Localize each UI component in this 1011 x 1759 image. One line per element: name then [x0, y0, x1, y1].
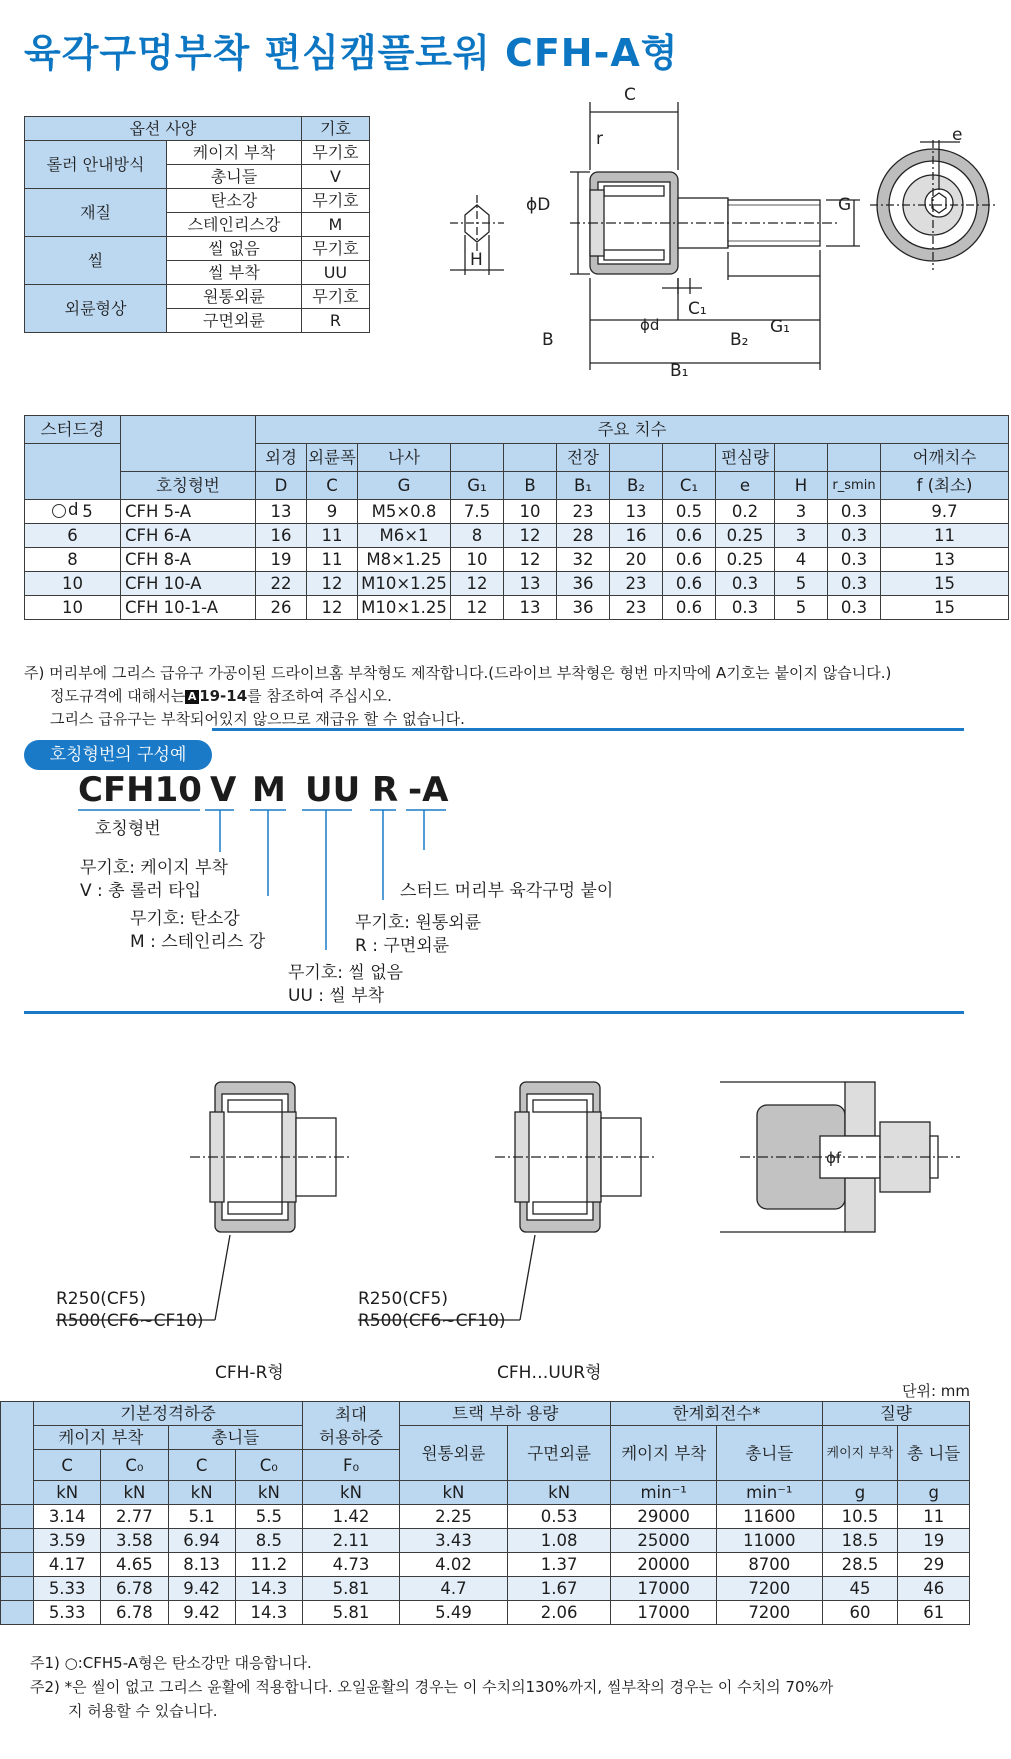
table-cell: 14.3 [235, 1601, 302, 1625]
table-cell: 0.6 [663, 524, 716, 548]
option-value: 스테인리스강 [167, 213, 302, 237]
col-H: H [775, 472, 828, 500]
table-cell: 9 [307, 500, 358, 524]
unit-cell: kN [101, 1481, 168, 1505]
table-cell: 13 [504, 572, 557, 596]
dim-label-C: C [624, 85, 636, 105]
table-cell: 0.6 [663, 548, 716, 572]
radius-mid-1: R250(CF5) [358, 1289, 448, 1309]
col-B: B [504, 472, 557, 500]
option-group-name: 롤러 안내방식 [25, 141, 167, 189]
col-G1: G₁ [451, 472, 504, 500]
max-load-header: 최대 허용하중 [302, 1402, 399, 1450]
table-cell: 8700 [717, 1553, 823, 1577]
sym-C0: C₀ [101, 1450, 168, 1481]
divider [212, 728, 964, 731]
unit-cell: kN [34, 1481, 101, 1505]
col-D: D [256, 472, 307, 500]
table-cell: 5.81 [302, 1601, 399, 1625]
dimension-table [24, 415, 1009, 620]
table-cell: 10 [451, 548, 504, 572]
phi-f-label: ϕf [826, 1149, 842, 1167]
roller-line-2: V : 총 롤러 타입 [80, 881, 202, 901]
hex-label: 스터드 머리부 육각구멍 붙이 [400, 881, 614, 901]
table-cell: 29 [898, 1553, 970, 1577]
table-cell: 12 [307, 596, 358, 620]
mass-full-header: 총 니들 [898, 1426, 970, 1481]
table-cell: 2.06 [507, 1601, 611, 1625]
page-title: 육각구멍부착 편심캠플로워 CFH-A형 [24, 31, 679, 75]
option-symbol: V [301, 165, 369, 189]
outer-line-1: 무기호: 원통외륜 [355, 913, 482, 933]
table-cell: 4 [775, 548, 828, 572]
table-cell: 32 [557, 548, 610, 572]
dim-label-r: r [596, 129, 603, 149]
table-cell: 9.42 [168, 1577, 235, 1601]
unit-label: 단위: mm [902, 1382, 971, 1400]
d-col-label: d [68, 500, 79, 519]
limit-speed-header: 한계회전수* [611, 1402, 822, 1426]
left-edge-cell [1, 1553, 34, 1577]
options-header-symbol: 기호 [301, 117, 369, 141]
table-cell: 7200 [717, 1601, 823, 1625]
table-cell: 3.43 [400, 1529, 508, 1553]
subheader-empty [775, 444, 828, 472]
note-bottom-2: 주2) *은 씰이 없고 그리스 윤활에 적용합니다. 오일윤활의 경우는 이 수치의130%까지, 씰부착의 경우는 이 수치의 70%까 [30, 1678, 834, 1696]
ref-page: 19-14 [199, 687, 248, 705]
dim-label-C1: C₁ [688, 299, 707, 319]
sym-F0: F₀ [302, 1450, 399, 1481]
option-symbol: R [301, 309, 369, 333]
table-cell: 0.3 [828, 548, 881, 572]
col-f-note: (최소) [927, 476, 973, 495]
subheader-empty [451, 444, 504, 472]
divider [24, 1011, 964, 1014]
subheader-outer-width: 외륜폭 [307, 444, 358, 472]
unit-cell: g [822, 1481, 898, 1505]
col-f [881, 472, 1009, 500]
option-symbol: M [301, 213, 369, 237]
sym-C: C [168, 1450, 235, 1481]
option-symbol: 무기호 [301, 285, 369, 309]
table-cell: 18.5 [822, 1529, 898, 1553]
table-cell: 16 [256, 524, 307, 548]
table-cell: M10×1.25 [358, 596, 451, 620]
table-row-d: 10 [25, 572, 121, 596]
left-edge-cell [1, 1505, 34, 1529]
table-row-model: CFH 6-A [121, 524, 256, 548]
unit-cell: kN [235, 1481, 302, 1505]
table-cell: 0.25 [716, 548, 775, 572]
table-cell: 4.7 [400, 1577, 508, 1601]
table-cell: 5.1 [168, 1505, 235, 1529]
full-needle-header: 총니들 [168, 1426, 302, 1450]
carbon-only-mark [52, 504, 66, 518]
col-C1: C₁ [663, 472, 716, 500]
col-rsmin: r_smin [828, 472, 881, 500]
subheader-empty [828, 444, 881, 472]
table-cell: 12 [504, 524, 557, 548]
radius-mid-2: R500(CF6~CF10) [358, 1311, 506, 1331]
table-cell: 0.3 [828, 596, 881, 620]
table-row-d: 8 [25, 548, 121, 572]
table-row-d: 5 [25, 500, 121, 524]
code-part-seal: UU [305, 770, 361, 810]
subheader-eccentricity: 편심량 [716, 444, 775, 472]
table-cell: 11000 [717, 1529, 823, 1553]
table-cell: 2.77 [101, 1505, 168, 1529]
option-group-name: 씰 [25, 237, 167, 285]
mass-cage-header: 케이지 부착 [822, 1426, 898, 1481]
table-cell: 0.3 [828, 524, 881, 548]
subheader-shoulder: 어깨치수 [881, 444, 1009, 472]
note-top-1: 주) 머리부에 그리스 급유구 가공이된 드라이브홈 부착형도 제작합니다.(드라이브 부착형은 형번 마지막에 A기호는 붙이지 않습니다.) [24, 664, 892, 682]
table-cell: 23 [557, 500, 610, 524]
technical-drawing [440, 80, 1000, 380]
table-cell: 0.2 [716, 500, 775, 524]
table-cell: 11.2 [235, 1553, 302, 1577]
model-header: 호칭형번 [121, 472, 256, 500]
unit-cell: g [898, 1481, 970, 1505]
unit-cell: kN [168, 1481, 235, 1505]
sym-C0: C₀ [235, 1450, 302, 1481]
table-cell: 1.67 [507, 1577, 611, 1601]
table-cell: 36 [557, 572, 610, 596]
material-line-1: 무기호: 탄소강 [130, 909, 240, 929]
table-cell: 45 [822, 1577, 898, 1601]
radius-left-2: R500(CF6~CF10) [56, 1311, 204, 1331]
col-e: e [716, 472, 775, 500]
dim-label-G1: G₁ [770, 317, 790, 337]
left-edge-cell [1, 1577, 34, 1601]
table-cell: 11 [307, 548, 358, 572]
table-cell: M5×0.8 [358, 500, 451, 524]
table-cell: 3 [775, 524, 828, 548]
note-top-3: 그리스 급유구는 부착되어있지 않으므로 재급유 할 수 없습니다. [50, 710, 465, 728]
stud-diameter-header: 스터드경 [25, 416, 121, 444]
table-cell: 5.81 [302, 1577, 399, 1601]
table-cell: 0.3 [716, 596, 775, 620]
table-cell: 2.25 [400, 1505, 508, 1529]
roller-line-1: 무기호: 케이지 부착 [80, 858, 228, 878]
table-cell: 12 [307, 572, 358, 596]
table-cell: 9.42 [168, 1601, 235, 1625]
table-row-d: 6 [25, 524, 121, 548]
ref-badge: A [185, 690, 199, 704]
load-rating-table [0, 1401, 970, 1625]
table-cell: 5.49 [400, 1601, 508, 1625]
table-cell: 23 [610, 596, 663, 620]
option-symbol: 무기호 [301, 141, 369, 165]
left-edge-cell [1, 1402, 34, 1505]
table-cell: 3.14 [34, 1505, 101, 1529]
table-cell: 5.33 [34, 1577, 101, 1601]
table-cell: 12 [451, 572, 504, 596]
col-G: G [358, 472, 451, 500]
table-cell: 6.94 [168, 1529, 235, 1553]
table-cell: 0.5 [663, 500, 716, 524]
mass-header: 질량 [822, 1402, 969, 1426]
example-section-badge: 호칭형번의 구성예 [24, 740, 212, 770]
table-cell: 1.42 [302, 1505, 399, 1529]
code-part-hex: -A [408, 770, 449, 810]
seal-line-2: UU : 씰 부착 [288, 986, 385, 1006]
caption-cfh-r: CFH-R형 [215, 1363, 284, 1383]
col-B1: B₁ [557, 472, 610, 500]
table-cell: 2.11 [302, 1529, 399, 1553]
table-cell: 5 [775, 572, 828, 596]
option-value: 씰 부착 [167, 261, 302, 285]
option-value: 총니들 [167, 165, 302, 189]
left-edge-cell [1, 1601, 34, 1625]
note-top-2: 정도규격에 대해서는 A 19-14를 참조하여 주십시오. [50, 687, 392, 705]
table-cell: 7.5 [451, 500, 504, 524]
label-model: 호칭형번 [95, 819, 161, 839]
table-row-model: CFH 5-A [121, 500, 256, 524]
subheader-empty [504, 444, 557, 472]
code-part-model: CFH10 [78, 770, 202, 810]
table-cell: 3.59 [34, 1529, 101, 1553]
table-cell: 13 [256, 500, 307, 524]
option-value: 씰 없음 [167, 237, 302, 261]
code-part-material: M [252, 770, 286, 810]
material-line-2: M : 스테인리스 강 [130, 932, 266, 952]
option-group-name: 외륜형상 [25, 285, 167, 333]
table-cell: 25000 [611, 1529, 717, 1553]
table-cell: 28.5 [822, 1553, 898, 1577]
table-cell: 7200 [717, 1577, 823, 1601]
table-cell: M10×1.25 [358, 572, 451, 596]
limit-cage-header: 케이지 부착 [611, 1426, 717, 1481]
table-cell: 5.5 [235, 1505, 302, 1529]
table-cell: 36 [557, 596, 610, 620]
unit-cell: min⁻¹ [611, 1481, 717, 1505]
table-cell: 28 [557, 524, 610, 548]
dim-label-phid: ϕd [640, 316, 660, 334]
table-row-model: CFH 8-A [121, 548, 256, 572]
table-cell: 22 [256, 572, 307, 596]
table-cell: 4.73 [302, 1553, 399, 1577]
track-load-header: 트랙 부하 용량 [400, 1402, 611, 1426]
table-cell: 0.3 [828, 500, 881, 524]
unit-cell: kN [302, 1481, 399, 1505]
table-cell: 10 [504, 500, 557, 524]
col-f-symbol: f [916, 476, 923, 495]
table-cell: 61 [898, 1601, 970, 1625]
col-B2: B₂ [610, 472, 663, 500]
cylindrical-header: 원통외륜 [400, 1426, 508, 1481]
table-cell: 11600 [717, 1505, 823, 1529]
table-cell: 19 [898, 1529, 970, 1553]
table-cell: M6×1 [358, 524, 451, 548]
dim-label-e: e [952, 125, 963, 145]
spherical-header: 구면외륜 [507, 1426, 611, 1481]
option-value: 원통외륜 [167, 285, 302, 309]
table-cell: 8.5 [235, 1529, 302, 1553]
table-cell: 15 [881, 596, 1009, 620]
table-cell: 60 [822, 1601, 898, 1625]
table-cell: 13 [881, 548, 1009, 572]
dim-label-H: H [470, 250, 483, 270]
model-header-spacer [121, 416, 256, 472]
dim-label-phiD: ϕD [526, 195, 551, 215]
table-cell: 14.3 [235, 1577, 302, 1601]
table-cell: 5 [775, 596, 828, 620]
table-cell: 16 [610, 524, 663, 548]
unit-cell: kN [507, 1481, 611, 1505]
table-cell: 29000 [611, 1505, 717, 1529]
table-cell: 0.6 [663, 596, 716, 620]
cage-header: 케이지 부착 [34, 1426, 168, 1450]
dim-label-B2: B₂ [730, 330, 749, 350]
table-cell: 12 [451, 596, 504, 620]
table-cell: 11 [898, 1505, 970, 1529]
table-cell: M8×1.25 [358, 548, 451, 572]
caption-cfh-uur: CFH…UUR형 [497, 1363, 602, 1383]
table-cell: 8.13 [168, 1553, 235, 1577]
dim-label-G: G [838, 195, 852, 215]
options-table [24, 116, 370, 333]
table-cell: 20000 [611, 1553, 717, 1577]
col-C: C [307, 472, 358, 500]
limit-full-header: 총니들 [717, 1426, 823, 1481]
table-cell: 9.7 [881, 500, 1009, 524]
subheader-outer-diameter: 외경 [256, 444, 307, 472]
option-symbol: 무기호 [301, 237, 369, 261]
table-cell: 46 [898, 1577, 970, 1601]
table-cell: 17000 [611, 1601, 717, 1625]
table-cell: 10.5 [822, 1505, 898, 1529]
table-cell: 0.25 [716, 524, 775, 548]
table-cell: 23 [610, 572, 663, 596]
options-header-spec: 옵션 사양 [25, 117, 302, 141]
radius-left-1: R250(CF5) [56, 1289, 146, 1309]
d-col-spacer [25, 444, 121, 500]
table-cell: 11 [307, 524, 358, 548]
note-bottom-3: 지 허용할 수 있습니다. [68, 1702, 218, 1720]
table-row-model: CFH 10-1-A [121, 596, 256, 620]
table-cell: 8 [451, 524, 504, 548]
table-cell: 4.02 [400, 1553, 508, 1577]
table-cell: 3.58 [101, 1529, 168, 1553]
basic-load-header: 기본정격하중 [34, 1402, 303, 1426]
dim-label-B: B [542, 330, 554, 350]
main-dimensions-header: 주요 치수 [256, 416, 1009, 444]
table-cell: 4.17 [34, 1553, 101, 1577]
table-cell: 19 [256, 548, 307, 572]
option-value: 탄소강 [167, 189, 302, 213]
dim-label-B1: B₁ [670, 361, 689, 380]
option-symbol: UU [301, 261, 369, 285]
subheader-empty [610, 444, 663, 472]
table-cell: 0.3 [828, 572, 881, 596]
table-cell: 5.33 [34, 1601, 101, 1625]
table-cell: 6.78 [101, 1601, 168, 1625]
table-cell: 0.53 [507, 1505, 611, 1529]
table-cell: 1.37 [507, 1553, 611, 1577]
note-bottom-1: 주1) ○:CFH5-A형은 탄소강만 대응합니다. [30, 1654, 312, 1672]
subheader-thread: 나사 [358, 444, 451, 472]
table-cell: 0.6 [663, 572, 716, 596]
table-cell: 12 [504, 548, 557, 572]
option-symbol: 무기호 [301, 189, 369, 213]
option-group-name: 재질 [25, 189, 167, 237]
seal-line-1: 무기호: 씰 없음 [288, 963, 404, 983]
table-cell: 20 [610, 548, 663, 572]
table-cell: 1.08 [507, 1529, 611, 1553]
subheader-empty [663, 444, 716, 472]
table-cell: 13 [504, 596, 557, 620]
table-cell: 17000 [611, 1577, 717, 1601]
unit-cell: kN [400, 1481, 508, 1505]
table-cell: 15 [881, 572, 1009, 596]
table-cell: 4.65 [101, 1553, 168, 1577]
option-value: 구면외륜 [167, 309, 302, 333]
left-edge-cell [1, 1529, 34, 1553]
outer-line-2: R : 구면외륜 [355, 936, 450, 956]
table-cell: 11 [881, 524, 1009, 548]
table-row-model: CFH 10-A [121, 572, 256, 596]
option-value: 케이지 부착 [167, 141, 302, 165]
subheader-length: 전장 [557, 444, 610, 472]
table-cell: 3 [775, 500, 828, 524]
table-row-d: 10 [25, 596, 121, 620]
table-cell: 13 [610, 500, 663, 524]
unit-cell: min⁻¹ [717, 1481, 823, 1505]
sym-C: C [34, 1450, 101, 1481]
table-cell: 26 [256, 596, 307, 620]
table-cell: 0.3 [716, 572, 775, 596]
code-part-outer: R [372, 770, 399, 810]
code-part-roller: V [210, 770, 237, 810]
table-cell: 6.78 [101, 1577, 168, 1601]
